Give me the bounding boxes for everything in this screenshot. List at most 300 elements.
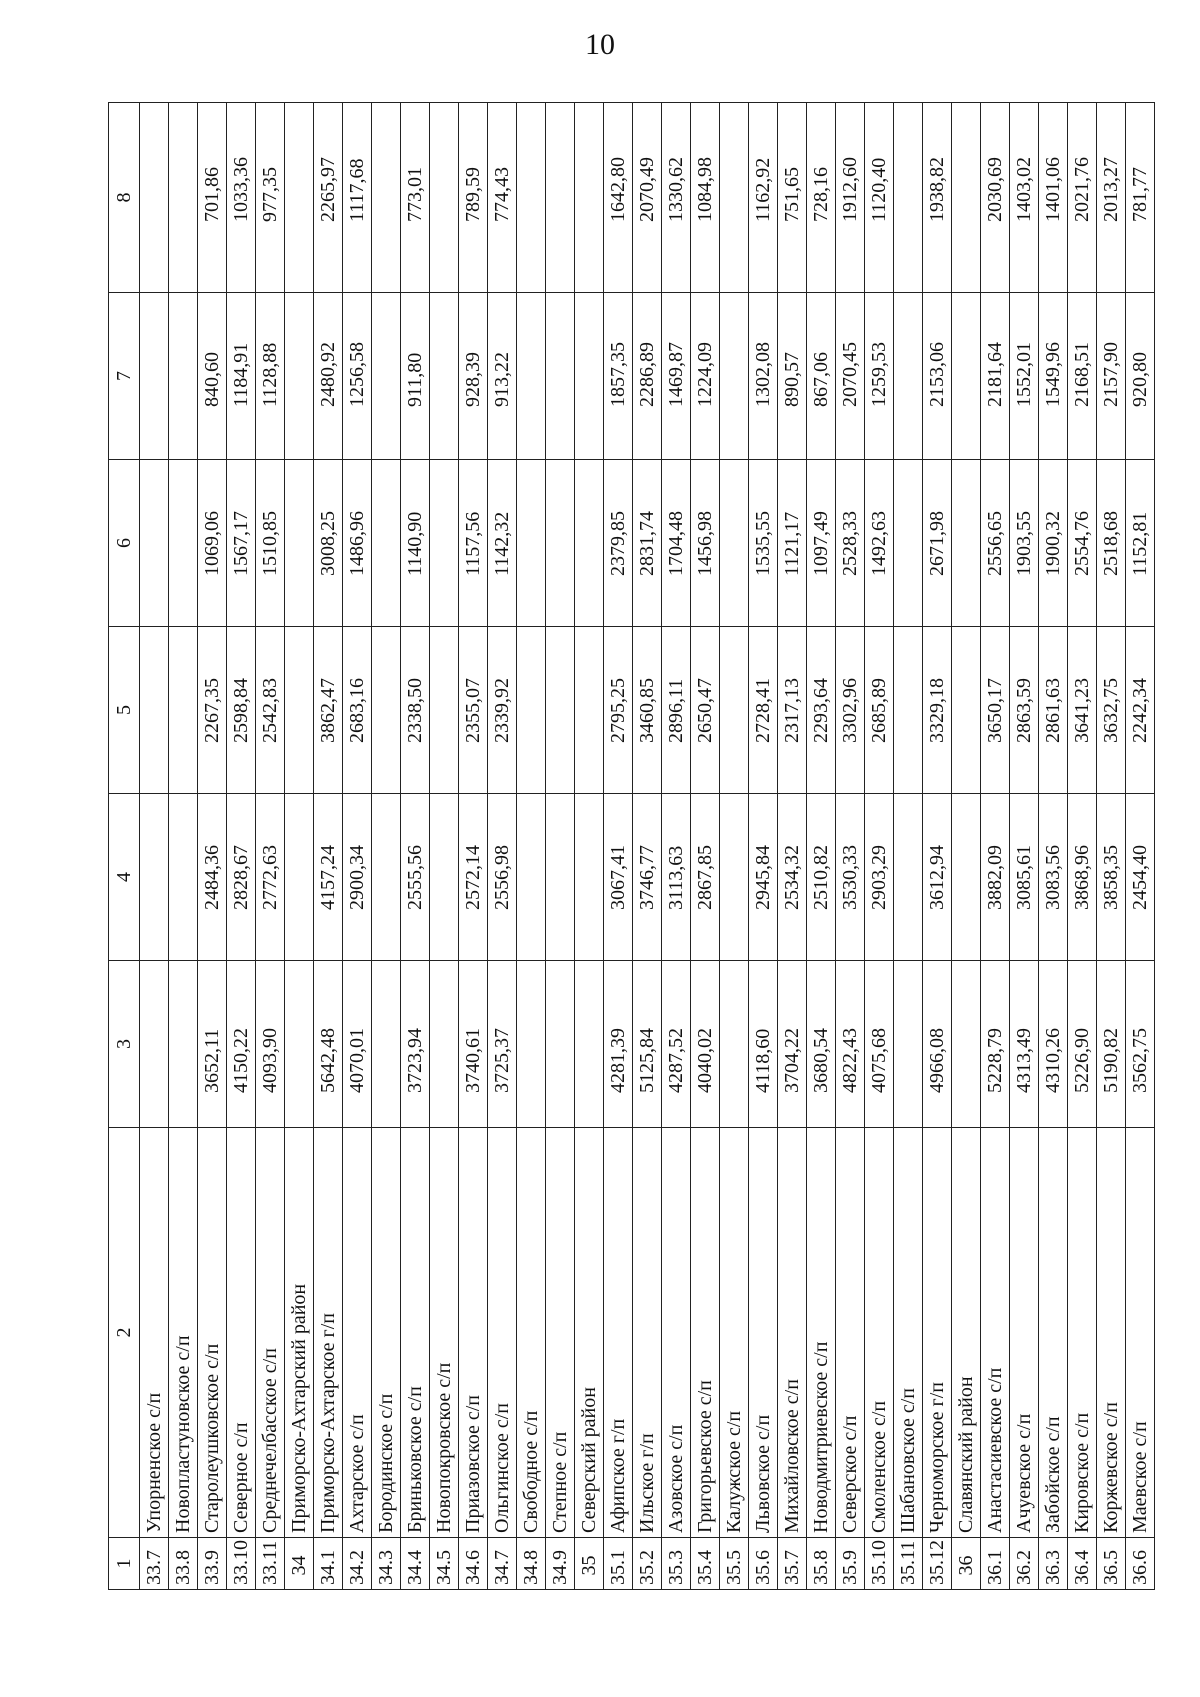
value-cell-col-6: 1492,63	[865, 460, 894, 627]
value-cell-col-7: 1549,96	[1039, 293, 1068, 460]
value-cell-col-4: 2945,84	[749, 794, 778, 961]
value-cell-col-5: 3302,96	[836, 627, 865, 794]
value-cell-col-4: 2534,32	[778, 794, 807, 961]
header-cell-8: 8	[109, 103, 140, 293]
value-cell-col-4: 2867,85	[691, 794, 720, 961]
value-cell-col-4	[430, 794, 459, 961]
table-row	[459, 103, 488, 1590]
table-row	[372, 103, 401, 1590]
settlement-name-cell: Упорненское с/п	[140, 1128, 169, 1538]
value-cell-col-4: 4157,24	[314, 794, 343, 961]
value-cell-col-8: 773,01	[401, 103, 430, 293]
table-row	[1068, 103, 1097, 1590]
value-cell-col-5: 2293,64	[807, 627, 836, 794]
table-row	[575, 103, 604, 1590]
table-row	[1126, 103, 1155, 1590]
value-cell-col-6	[894, 460, 923, 627]
value-cell-col-4	[372, 794, 401, 961]
value-cell-col-8: 1330,62	[662, 103, 691, 293]
value-cell-col-6: 3008,25	[314, 460, 343, 627]
value-cell-col-6: 1152,81	[1126, 460, 1155, 627]
settlement-name-cell: Григорьевское с/п	[691, 1128, 720, 1538]
row-number-cell: 33.8	[169, 1538, 198, 1590]
value-cell-col-4: 2900,34	[343, 794, 372, 961]
settlement-name-cell: Ахтарское с/п	[343, 1128, 372, 1538]
row-number-cell: 34.9	[546, 1538, 575, 1590]
value-cell-col-6	[430, 460, 459, 627]
table-row	[604, 103, 633, 1590]
value-cell-col-4	[169, 794, 198, 961]
value-cell-col-3: 3740,61	[459, 961, 488, 1128]
value-cell-col-7: 913,22	[488, 293, 517, 460]
value-cell-col-4	[575, 794, 604, 961]
value-cell-col-5	[575, 627, 604, 794]
row-number-cell: 34.3	[372, 1538, 401, 1590]
value-cell-col-8	[546, 103, 575, 293]
table-row	[691, 103, 720, 1590]
value-cell-col-7: 890,57	[778, 293, 807, 460]
value-cell-col-5	[372, 627, 401, 794]
value-cell-col-3	[140, 961, 169, 1128]
value-cell-col-6: 2554,76	[1068, 460, 1097, 627]
value-cell-col-6: 2556,65	[981, 460, 1010, 627]
value-cell-col-7: 2181,64	[981, 293, 1010, 460]
value-cell-col-7	[952, 293, 981, 460]
value-cell-col-6: 1510,85	[256, 460, 285, 627]
row-number-cell: 36.3	[1039, 1538, 1068, 1590]
table-row	[227, 103, 256, 1590]
table-row	[169, 103, 198, 1590]
value-cell-col-4	[285, 794, 314, 961]
value-cell-col-8: 1401,06	[1039, 103, 1068, 293]
value-cell-col-7: 2286,89	[633, 293, 662, 460]
value-cell-col-3: 4822,43	[836, 961, 865, 1128]
value-cell-col-3	[720, 961, 749, 1128]
value-cell-col-8: 701,86	[198, 103, 227, 293]
value-cell-col-8	[894, 103, 923, 293]
value-cell-col-4: 2555,56	[401, 794, 430, 961]
value-cell-col-4	[894, 794, 923, 961]
value-cell-col-6: 1140,90	[401, 460, 430, 627]
value-cell-col-5: 2728,41	[749, 627, 778, 794]
value-cell-col-5: 2242,34	[1126, 627, 1155, 794]
value-cell-col-4: 2556,98	[488, 794, 517, 961]
value-cell-col-3: 3652,11	[198, 961, 227, 1128]
value-cell-col-4: 3085,61	[1010, 794, 1039, 961]
settlement-name-cell: Ильское г/п	[633, 1128, 662, 1538]
value-cell-col-7: 1224,09	[691, 293, 720, 460]
table-body	[140, 103, 1155, 1590]
value-cell-col-3: 3680,54	[807, 961, 836, 1128]
table-row	[1097, 103, 1126, 1590]
value-cell-col-4	[952, 794, 981, 961]
row-number-cell: 34.7	[488, 1538, 517, 1590]
table-row	[1039, 103, 1068, 1590]
row-number-cell: 33.7	[140, 1538, 169, 1590]
table-row	[488, 103, 517, 1590]
value-cell-col-8: 751,65	[778, 103, 807, 293]
table-row	[256, 103, 285, 1590]
value-cell-col-5	[952, 627, 981, 794]
value-cell-col-3: 4118,60	[749, 961, 778, 1128]
value-cell-col-7: 1302,08	[749, 293, 778, 460]
value-cell-col-6	[285, 460, 314, 627]
value-cell-col-4	[546, 794, 575, 961]
value-cell-col-4: 3612,94	[923, 794, 952, 961]
settlement-name-cell: Новодмитриевское с/п	[807, 1128, 836, 1538]
value-cell-col-5: 2861,63	[1039, 627, 1068, 794]
value-cell-col-5: 2338,50	[401, 627, 430, 794]
row-number-cell: 33.10	[227, 1538, 256, 1590]
settlement-name-cell: Славянский район	[952, 1128, 981, 1538]
settlement-name-cell: Бриньковское с/п	[401, 1128, 430, 1538]
value-cell-col-8	[430, 103, 459, 293]
value-cell-col-8: 1162,92	[749, 103, 778, 293]
value-cell-col-4: 3868,96	[1068, 794, 1097, 961]
value-cell-col-3: 5642,48	[314, 961, 343, 1128]
row-number-cell: 34.4	[401, 1538, 430, 1590]
value-cell-col-3: 4313,49	[1010, 961, 1039, 1128]
value-cell-col-8	[372, 103, 401, 293]
value-cell-col-4: 3746,77	[633, 794, 662, 961]
table-row	[198, 103, 227, 1590]
row-number-cell: 34.1	[314, 1538, 343, 1590]
row-number-cell: 35.6	[749, 1538, 778, 1590]
table-row	[314, 103, 343, 1590]
table-row	[865, 103, 894, 1590]
header-cell-3: 3	[109, 961, 140, 1128]
value-cell-col-4: 3882,09	[981, 794, 1010, 961]
value-cell-col-6	[517, 460, 546, 627]
settlement-name-cell: Афипское г/п	[604, 1128, 633, 1538]
row-number-cell: 33.9	[198, 1538, 227, 1590]
value-cell-col-7: 1259,53	[865, 293, 894, 460]
data-table	[108, 102, 1155, 1590]
header-cell-6: 6	[109, 460, 140, 627]
value-cell-col-6: 1900,32	[1039, 460, 1068, 627]
value-cell-col-7: 1256,58	[343, 293, 372, 460]
value-cell-col-8: 1033,36	[227, 103, 256, 293]
table-row	[401, 103, 430, 1590]
value-cell-col-8: 781,77	[1126, 103, 1155, 293]
value-cell-col-8	[575, 103, 604, 293]
value-cell-col-7	[575, 293, 604, 460]
value-cell-col-4	[140, 794, 169, 961]
value-cell-col-7: 1128,88	[256, 293, 285, 460]
row-number-cell: 35.12	[923, 1538, 952, 1590]
settlement-name-cell: Бородинское с/п	[372, 1128, 401, 1538]
settlement-name-cell: Северский район	[575, 1128, 604, 1538]
value-cell-col-4: 3067,41	[604, 794, 633, 961]
value-cell-col-6: 1121,17	[778, 460, 807, 627]
value-cell-col-6	[952, 460, 981, 627]
value-cell-col-8	[285, 103, 314, 293]
value-cell-col-3: 3562,75	[1126, 961, 1155, 1128]
value-cell-col-3	[285, 961, 314, 1128]
value-cell-col-8: 2070,49	[633, 103, 662, 293]
row-number-cell: 36	[952, 1538, 981, 1590]
value-cell-col-7: 1552,01	[1010, 293, 1039, 460]
value-cell-col-6	[372, 460, 401, 627]
value-cell-col-7: 1469,87	[662, 293, 691, 460]
value-cell-col-3	[575, 961, 604, 1128]
value-cell-col-3: 3725,37	[488, 961, 517, 1128]
value-cell-col-4: 2828,67	[227, 794, 256, 961]
value-cell-col-7	[140, 293, 169, 460]
table-row	[517, 103, 546, 1590]
settlement-name-cell: Михайловское с/п	[778, 1128, 807, 1538]
row-number-cell: 35.1	[604, 1538, 633, 1590]
value-cell-col-6: 2379,85	[604, 460, 633, 627]
value-cell-col-4: 3530,33	[836, 794, 865, 961]
value-cell-col-7: 920,80	[1126, 293, 1155, 460]
value-cell-col-5: 2896,11	[662, 627, 691, 794]
table-row	[430, 103, 459, 1590]
value-cell-col-8	[720, 103, 749, 293]
header-cell-1: 1	[109, 1538, 140, 1590]
value-cell-col-7: 2480,92	[314, 293, 343, 460]
value-cell-col-3	[372, 961, 401, 1128]
value-cell-col-3: 3723,94	[401, 961, 430, 1128]
settlement-name-cell: Приазовское с/п	[459, 1128, 488, 1538]
value-cell-col-5	[169, 627, 198, 794]
row-number-cell: 34.5	[430, 1538, 459, 1590]
value-cell-col-3	[430, 961, 459, 1128]
value-cell-col-6: 1567,17	[227, 460, 256, 627]
value-cell-col-6: 1535,55	[749, 460, 778, 627]
value-cell-col-6: 1704,48	[662, 460, 691, 627]
value-cell-col-7	[517, 293, 546, 460]
value-cell-col-5	[546, 627, 575, 794]
value-cell-col-3: 5125,84	[633, 961, 662, 1128]
value-cell-col-3: 5226,90	[1068, 961, 1097, 1128]
value-cell-col-7: 2168,51	[1068, 293, 1097, 460]
row-number-cell: 35.4	[691, 1538, 720, 1590]
value-cell-col-8: 2030,69	[981, 103, 1010, 293]
value-cell-col-8: 1117,68	[343, 103, 372, 293]
table-row	[807, 103, 836, 1590]
value-cell-col-5: 3862,47	[314, 627, 343, 794]
value-cell-col-6	[140, 460, 169, 627]
value-cell-col-6	[546, 460, 575, 627]
row-number-cell: 34	[285, 1538, 314, 1590]
settlement-name-cell: Маевское с/п	[1126, 1128, 1155, 1538]
value-cell-col-8: 1403,02	[1010, 103, 1039, 293]
settlement-name-cell: Северское с/п	[836, 1128, 865, 1538]
settlement-name-cell: Смоленское с/п	[865, 1128, 894, 1538]
value-cell-col-6: 1486,96	[343, 460, 372, 627]
settlement-name-cell: Кировское с/п	[1068, 1128, 1097, 1538]
value-cell-col-3: 5228,79	[981, 961, 1010, 1128]
value-cell-col-3: 4966,08	[923, 961, 952, 1128]
value-cell-col-7	[169, 293, 198, 460]
header-row	[109, 103, 140, 1590]
row-number-cell: 35.9	[836, 1538, 865, 1590]
value-cell-col-5: 3460,85	[633, 627, 662, 794]
table-row	[546, 103, 575, 1590]
row-number-cell: 36.1	[981, 1538, 1010, 1590]
value-cell-col-7: 2157,90	[1097, 293, 1126, 460]
value-cell-col-5: 3650,17	[981, 627, 1010, 794]
value-cell-col-6	[720, 460, 749, 627]
settlement-name-cell: Азовское с/п	[662, 1128, 691, 1538]
table-row	[778, 103, 807, 1590]
value-cell-col-7	[720, 293, 749, 460]
row-number-cell: 35.8	[807, 1538, 836, 1590]
value-cell-col-6: 2671,98	[923, 460, 952, 627]
value-cell-col-8: 2021,76	[1068, 103, 1097, 293]
row-number-cell: 33.11	[256, 1538, 285, 1590]
value-cell-col-7	[894, 293, 923, 460]
settlement-name-cell: Новопластуновское с/п	[169, 1128, 198, 1538]
value-cell-col-8: 1642,80	[604, 103, 633, 293]
row-number-cell: 34.8	[517, 1538, 546, 1590]
table-row	[633, 103, 662, 1590]
row-number-cell: 34.2	[343, 1538, 372, 1590]
value-cell-col-8	[952, 103, 981, 293]
value-cell-col-3: 3704,22	[778, 961, 807, 1128]
value-cell-col-8	[169, 103, 198, 293]
value-cell-col-6: 2528,33	[836, 460, 865, 627]
value-cell-col-7: 867,06	[807, 293, 836, 460]
value-cell-col-8: 2013,27	[1097, 103, 1126, 293]
table-row	[749, 103, 778, 1590]
table-row	[720, 103, 749, 1590]
value-cell-col-3: 4150,22	[227, 961, 256, 1128]
table-row	[836, 103, 865, 1590]
value-cell-col-8: 1120,40	[865, 103, 894, 293]
value-cell-col-5: 2542,83	[256, 627, 285, 794]
value-cell-col-7: 2070,45	[836, 293, 865, 460]
settlement-name-cell: Коржевское с/п	[1097, 1128, 1126, 1538]
header-cell-2: 2	[109, 1128, 140, 1538]
row-number-cell: 35.11	[894, 1538, 923, 1590]
value-cell-col-4	[517, 794, 546, 961]
value-cell-col-7	[285, 293, 314, 460]
value-cell-col-8: 1938,82	[923, 103, 952, 293]
value-cell-col-3: 4075,68	[865, 961, 894, 1128]
value-cell-col-5	[894, 627, 923, 794]
value-cell-col-3: 4287,52	[662, 961, 691, 1128]
value-cell-col-4: 2484,36	[198, 794, 227, 961]
settlement-name-cell: Черноморское г/п	[923, 1128, 952, 1538]
value-cell-col-6: 1069,06	[198, 460, 227, 627]
value-cell-col-3: 4281,39	[604, 961, 633, 1128]
value-cell-col-8: 977,35	[256, 103, 285, 293]
row-number-cell: 35	[575, 1538, 604, 1590]
value-cell-col-7	[430, 293, 459, 460]
value-cell-col-5: 2650,47	[691, 627, 720, 794]
value-cell-col-5: 3329,18	[923, 627, 952, 794]
settlement-name-cell: Ольгинское с/п	[488, 1128, 517, 1538]
value-cell-col-8: 1912,60	[836, 103, 865, 293]
value-cell-col-3: 4093,90	[256, 961, 285, 1128]
value-cell-col-6: 2831,74	[633, 460, 662, 627]
settlement-name-cell: Северное с/п	[227, 1128, 256, 1538]
value-cell-col-5: 2598,84	[227, 627, 256, 794]
value-cell-col-5: 2683,16	[343, 627, 372, 794]
table-row	[923, 103, 952, 1590]
row-number-cell: 35.2	[633, 1538, 662, 1590]
value-cell-col-5	[140, 627, 169, 794]
row-number-cell: 35.10	[865, 1538, 894, 1590]
header-cell-5: 5	[109, 627, 140, 794]
value-cell-col-5: 2339,92	[488, 627, 517, 794]
value-cell-col-7: 1184,91	[227, 293, 256, 460]
table-row	[662, 103, 691, 1590]
value-cell-col-7: 911,80	[401, 293, 430, 460]
value-cell-col-5: 3641,23	[1068, 627, 1097, 794]
value-cell-col-3	[517, 961, 546, 1128]
value-cell-col-5: 2863,59	[1010, 627, 1039, 794]
settlement-name-cell: Старолеушковское с/п	[198, 1128, 227, 1538]
value-cell-col-3	[952, 961, 981, 1128]
value-cell-col-6: 1142,32	[488, 460, 517, 627]
value-cell-col-3	[546, 961, 575, 1128]
value-cell-col-8	[140, 103, 169, 293]
table-row	[1010, 103, 1039, 1590]
row-number-cell: 34.6	[459, 1538, 488, 1590]
value-cell-col-4	[720, 794, 749, 961]
value-cell-col-6	[169, 460, 198, 627]
row-number-cell: 35.5	[720, 1538, 749, 1590]
value-cell-col-5: 2355,07	[459, 627, 488, 794]
value-cell-col-4: 2454,40	[1126, 794, 1155, 961]
value-cell-col-8: 1084,98	[691, 103, 720, 293]
header-cell-4: 4	[109, 794, 140, 961]
row-number-cell: 36.6	[1126, 1538, 1155, 1590]
value-cell-col-5: 3632,75	[1097, 627, 1126, 794]
value-cell-col-7	[546, 293, 575, 460]
value-cell-col-5	[285, 627, 314, 794]
row-number-cell: 36.5	[1097, 1538, 1126, 1590]
value-cell-col-8	[517, 103, 546, 293]
settlement-name-cell: Свободное с/п	[517, 1128, 546, 1538]
value-cell-col-7: 2153,06	[923, 293, 952, 460]
value-cell-col-8: 789,59	[459, 103, 488, 293]
settlement-name-cell: Приморско-Ахтарское г/п	[314, 1128, 343, 1538]
settlement-name-cell: Среднечелбасское с/п	[256, 1128, 285, 1538]
table-row	[343, 103, 372, 1590]
value-cell-col-6: 1903,55	[1010, 460, 1039, 627]
value-cell-col-3: 4070,01	[343, 961, 372, 1128]
table-row	[894, 103, 923, 1590]
value-cell-col-8: 2265,97	[314, 103, 343, 293]
settlement-name-cell: Степное с/п	[546, 1128, 575, 1538]
value-cell-col-6: 1456,98	[691, 460, 720, 627]
page-number: 10	[585, 28, 615, 61]
value-cell-col-4: 3083,56	[1039, 794, 1068, 961]
value-cell-col-3: 4040,02	[691, 961, 720, 1128]
value-cell-col-7: 840,60	[198, 293, 227, 460]
value-cell-col-7: 1857,35	[604, 293, 633, 460]
settlement-name-cell: Калужское с/п	[720, 1128, 749, 1538]
value-cell-col-5: 2795,25	[604, 627, 633, 794]
value-cell-col-5: 2267,35	[198, 627, 227, 794]
value-cell-col-4: 2772,63	[256, 794, 285, 961]
settlement-name-cell: Анастасиевское с/п	[981, 1128, 1010, 1538]
row-number-cell: 36.4	[1068, 1538, 1097, 1590]
value-cell-col-5: 2685,89	[865, 627, 894, 794]
row-number-cell: 36.2	[1010, 1538, 1039, 1590]
rotated-table-frame	[108, 103, 1151, 1590]
value-cell-col-4: 2510,82	[807, 794, 836, 961]
settlement-name-cell: Ачуевское с/п	[1010, 1128, 1039, 1538]
value-cell-col-5	[517, 627, 546, 794]
value-cell-col-8: 774,43	[488, 103, 517, 293]
value-cell-col-4: 2903,29	[865, 794, 894, 961]
table-row	[952, 103, 981, 1590]
